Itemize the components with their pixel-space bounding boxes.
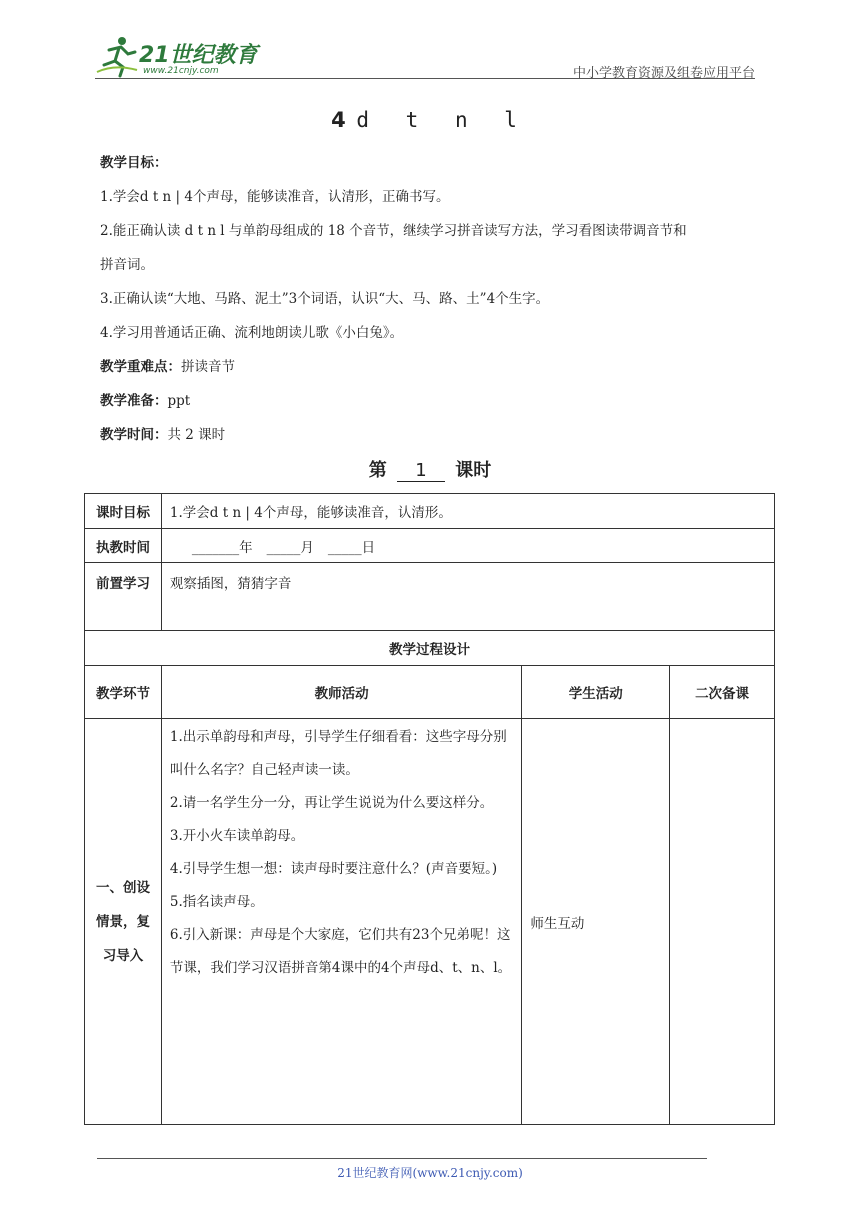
objective-item: 3.正确认读“大地、马路、泥土”3个词语，认识“大、马、路、土”4个生字。 <box>100 291 550 307</box>
time-row-value <box>161 529 774 563</box>
objectives-heading: 教学目标： <box>100 155 168 171</box>
stage-cell <box>85 719 162 1125</box>
day-blank: _____日 <box>327 539 376 556</box>
runner-logo-icon <box>95 34 139 78</box>
lesson-suffix: 课时 <box>455 460 492 481</box>
lesson-title <box>0 108 860 132</box>
lesson-number: 1 <box>397 460 445 482</box>
teacher-activity-item: 3.开小火车读单韵母。 <box>169 828 305 844</box>
pre-study-label: 前置学习 <box>85 563 162 631</box>
second-prep-cell <box>670 719 775 1125</box>
objectives-section <box>100 146 765 452</box>
difficulty-label: 教学重难点： <box>100 359 181 375</box>
platform-name: 中小学教育资源及组卷应用平台 <box>572 66 755 81</box>
time-label: 教学时间： <box>100 427 168 443</box>
teacher-activity-item: 5.指名读声母。 <box>169 894 264 910</box>
objective-item: 2.能正确认读 d t n l 与单韵母组成的 18 个音节，继续学习拼音读写方法，学习看图读带调音节和 <box>100 223 687 239</box>
logo-url-text: www.21cnjy.com <box>143 66 219 76</box>
table-header-row <box>85 666 775 719</box>
stage-line: 一、创设 <box>95 879 150 896</box>
site-logo[interactable] <box>95 34 265 78</box>
teacher-activity-cell <box>161 719 521 1125</box>
table-row <box>85 563 775 631</box>
month-blank: _____月 <box>266 539 314 556</box>
stage-line: 情景，复 <box>95 913 150 930</box>
year-blank: _______年 <box>191 539 253 556</box>
difficulty-line <box>100 350 765 384</box>
column-header: 学生活动 <box>522 666 670 719</box>
column-header: 教师活动 <box>161 666 521 719</box>
goal-value: 1.学会d t n | 4个声母，能够读准音，认清形。 <box>161 494 774 529</box>
table-row <box>85 529 775 563</box>
objective-item: 拼音词。 <box>100 257 154 273</box>
pre-study-value: 观察插图，猜猜字音 <box>161 563 774 631</box>
objective-item: 4.学习用普通话正确、流利地朗读儿歌《小白兔》。 <box>100 325 404 341</box>
lesson-number-heading <box>0 456 860 482</box>
footer-link[interactable]: 21世纪教育网(www.21cnjy.com) <box>337 1166 523 1180</box>
teacher-activity-item: 1.出示单韵母和声母，引导学生仔细看看：这些字母分别叫什么名字？自己轻声读一读。 <box>169 729 507 778</box>
table-row <box>85 494 775 529</box>
column-header: 教学环节 <box>85 666 162 719</box>
table-row <box>85 631 775 666</box>
teacher-activity-item: 4.引导学生想一想：读声母时要注意什么？(声音要短。) <box>169 861 498 877</box>
preparation-label: 教学准备： <box>100 393 168 409</box>
objective-item: 1.学会d t n | 4个声母，能够读准音，认清形，正确书写。 <box>100 189 450 205</box>
header-divider <box>95 78 755 79</box>
preparation-line <box>100 384 765 418</box>
time-line <box>100 418 765 452</box>
page-header <box>95 28 755 81</box>
student-activity-cell: 师生互动 <box>522 719 670 1125</box>
process-title: 教学过程设计 <box>85 631 775 666</box>
title-letters: d t n l <box>356 108 529 132</box>
logo-brand-text: 21世纪教育 <box>139 43 258 68</box>
column-header: 二次备课 <box>670 666 775 719</box>
teacher-activity-item: 6.引入新课：声母是个大家庭，它们共有23个兄弟呢！这节课，我们学习汉语拼音第4课中的4个声母d、t、n、l。 <box>169 927 512 976</box>
stage-line: 习导入 <box>102 947 144 964</box>
goal-label: 课时目标 <box>85 494 162 529</box>
footer-divider <box>97 1158 707 1159</box>
teacher-activity-item: 2.请一名学生分一分，再让学生说说为什么要这样分。 <box>169 795 494 811</box>
time-row-label: 执教时间 <box>85 529 162 563</box>
table-row <box>85 719 775 1125</box>
title-number: 4 <box>331 108 348 132</box>
difficulty-value: 拼读音节 <box>181 359 235 375</box>
preparation-value: ppt <box>167 393 191 409</box>
time-value: 共 2 课时 <box>167 427 226 443</box>
lesson-prefix: 第 <box>368 460 387 481</box>
lesson-plan-table <box>84 493 775 1125</box>
